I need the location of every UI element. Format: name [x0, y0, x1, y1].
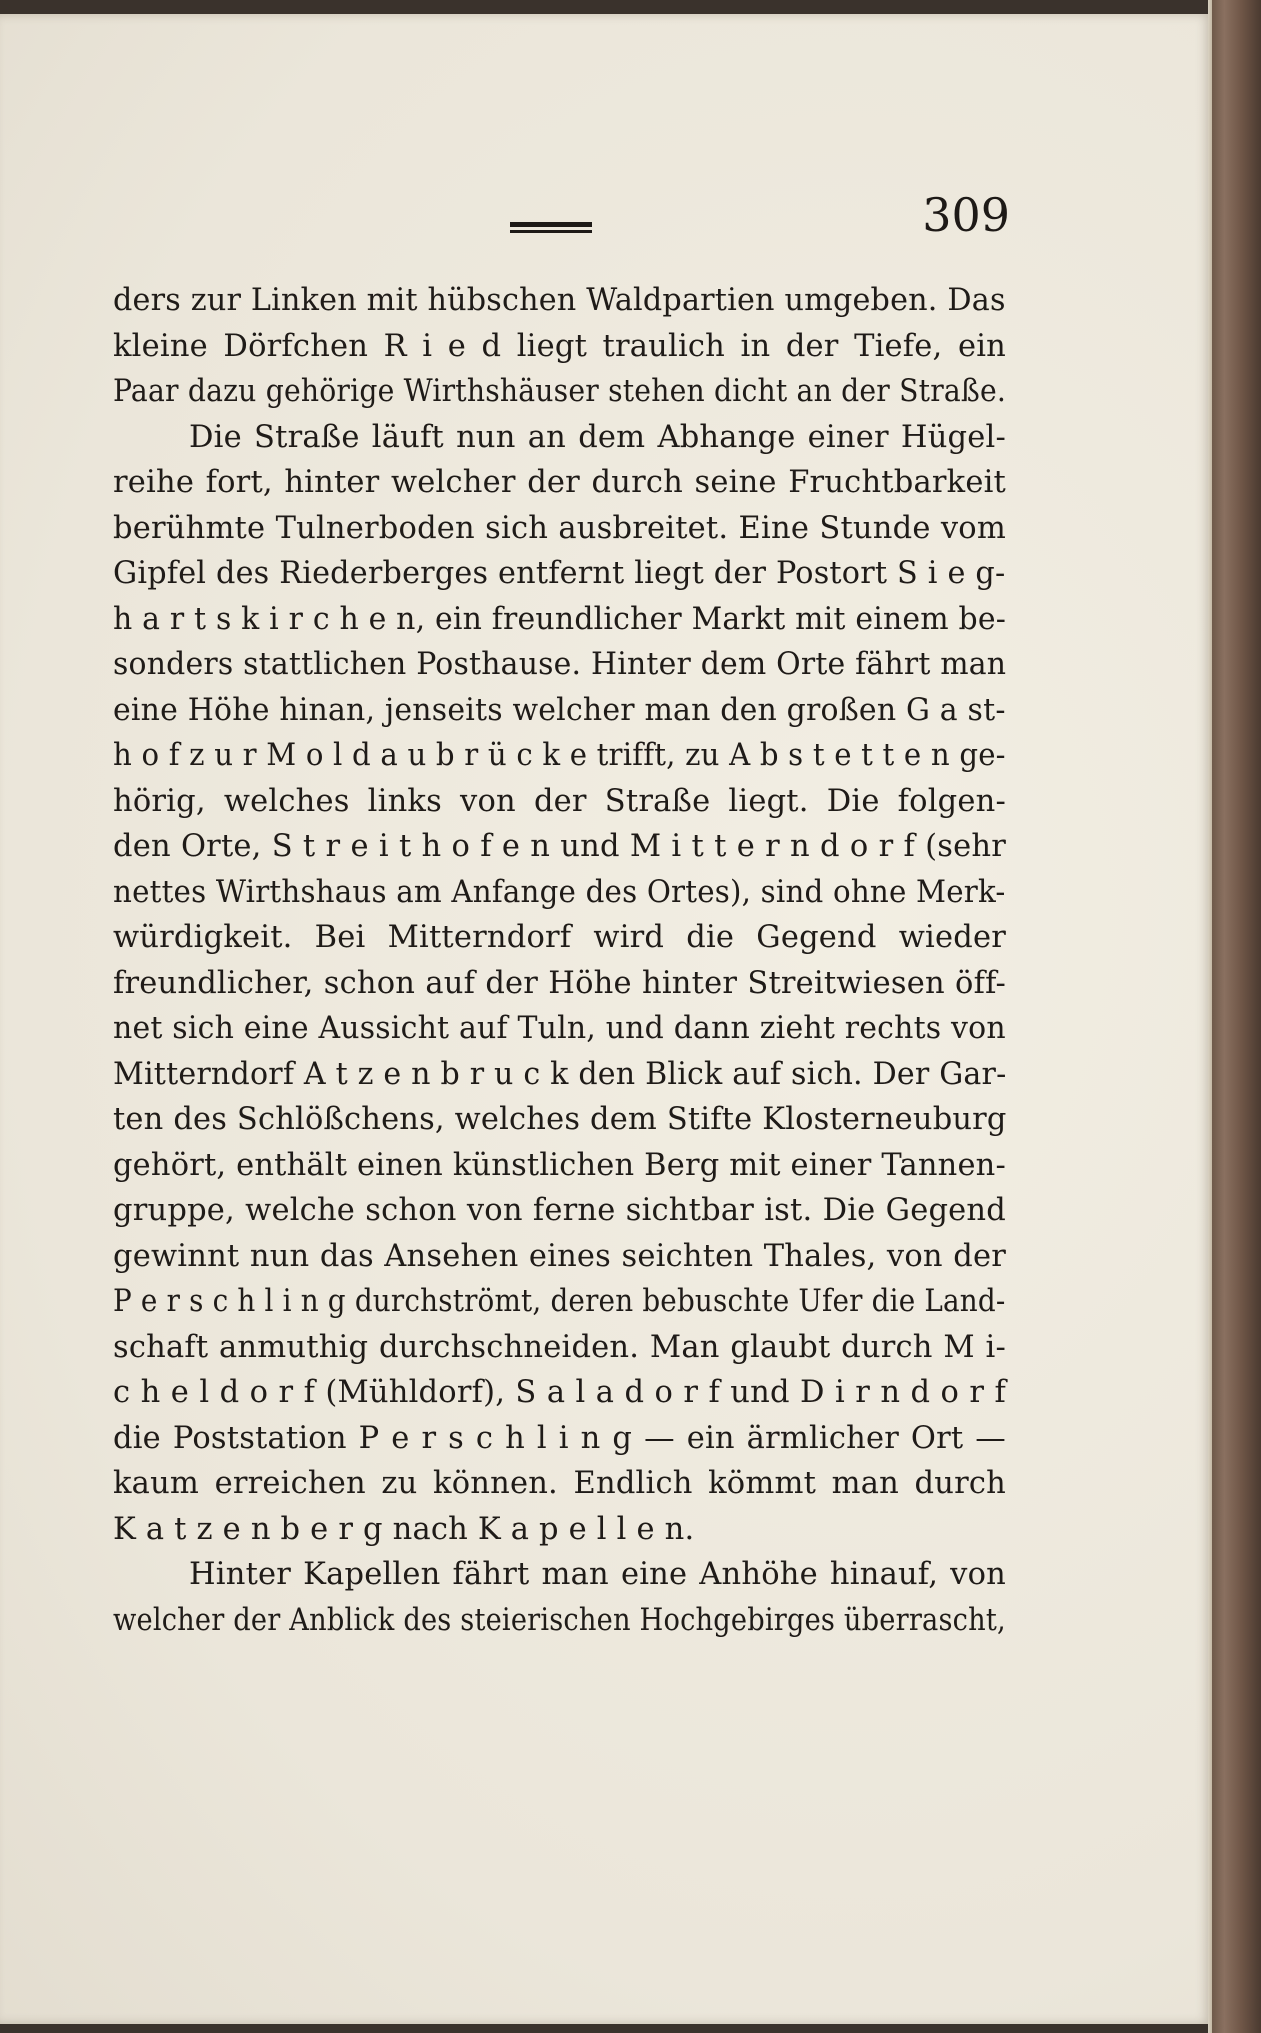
- text-line: Gipfel des Riederberges entfernt liegt der Postort S i e g-: [113, 556, 1006, 591]
- text-line: eine Höhe hinan, jenseits welcher man den großen G a st-: [113, 692, 1006, 728]
- text-line: K a t z e n b e r g nach K a p e l l e n.: [113, 1511, 695, 1547]
- text-line: nettes Wirthshaus am Anfange des Ortes), sind ohne Merk-: [113, 874, 1006, 910]
- text-line: Paar dazu gehörige Wirthshäuser stehen dicht an der Straße.: [113, 374, 1007, 409]
- page-number: 309: [922, 188, 1010, 242]
- text-line: h a r t s k i r c h e n, ein freundlicher Markt mit einem be-: [113, 601, 1007, 637]
- text-line: kleine Dörfchen R i e d liegt traulich in der Tiefe, ein: [113, 328, 1006, 364]
- book-binding-edge: [1212, 0, 1261, 2033]
- header-ornament-rule: [510, 222, 592, 236]
- text-line: würdigkeit. Bei Mitterndorf wird die Gegend wieder: [113, 920, 1006, 955]
- text-line: kaum erreichen zu können. Endlich kömmt man durch: [113, 1466, 1006, 1501]
- text-line: den Orte, S t r e i t h o f e n und M i t t e r n d o r f (sehr: [113, 829, 1006, 864]
- text-line: ten des Schlößchens, welches dem Stifte Klosterneuburg: [113, 1102, 1007, 1137]
- text-line: h o f z u r M o l d a u b r ü c k e trifft, zu A b s t e t t e n ge-: [113, 738, 1006, 773]
- text-line: c h e l d o r f (Mühldorf), S a l a d o r f und D i r n d o r f: [113, 1375, 1006, 1410]
- text-line: net sich eine Aussicht auf Tuln, und dann zieht rechts von: [113, 1011, 1006, 1046]
- text-line: ders zur Linken mit hübschen Waldpartien umgeben. Das: [113, 283, 1006, 318]
- text-line: hörig, welches links von der Straße liegt. Die folgen-: [113, 783, 1006, 819]
- text-line: welcher der Anblick des steierischen Hochgebirges überrascht,: [113, 1602, 1006, 1638]
- text-line: berühmte Tulnerboden sich ausbreitet. Eine Stunde vom: [113, 510, 1006, 546]
- text-line: Hinter Kapellen fährt man eine Anhöhe hinauf, von: [189, 1557, 1006, 1592]
- text-line: gruppe, welche schon von ferne sichtbar ist. Die Gegend: [113, 1193, 1006, 1228]
- text-line: die Poststation P e r s c h l i n g — ein ärmlicher Ort —: [113, 1420, 1006, 1456]
- text-line: sonders stattlichen Posthause. Hinter dem Orte fährt man: [113, 647, 1007, 682]
- ornament-bar-top: [510, 222, 592, 227]
- body-text: [113, 278, 1006, 1643]
- text-line: gewinnt nun das Ansehen eines seichten Thales, von der: [113, 1238, 1006, 1274]
- text-line: Mitterndorf A t z e n b r u c k den Blick auf sich. Der Gar-: [113, 1056, 1007, 1092]
- text-line: reihe fort, hinter welcher der durch seine Fruchtbarkeit: [113, 465, 1006, 500]
- text-line: schaft anmuthig durchschneiden. Man glaubt durch M i-: [113, 1329, 1006, 1365]
- text-line: freundlicher, schon auf der Höhe hinter Streitwiesen öff-: [113, 965, 1006, 1001]
- book-page: [0, 14, 1212, 2024]
- text-line: P e r s c h l i n g durchströmt, deren bebuschte Ufer die Land-: [113, 1284, 1006, 1319]
- ornament-bar-bottom: [510, 230, 592, 233]
- text-line: gehört, enthält einen künstlichen Berg mit einer Tannen-: [113, 1147, 1006, 1183]
- text-line: Die Straße läuft nun an dem Abhange einer Hügel-: [189, 419, 1006, 455]
